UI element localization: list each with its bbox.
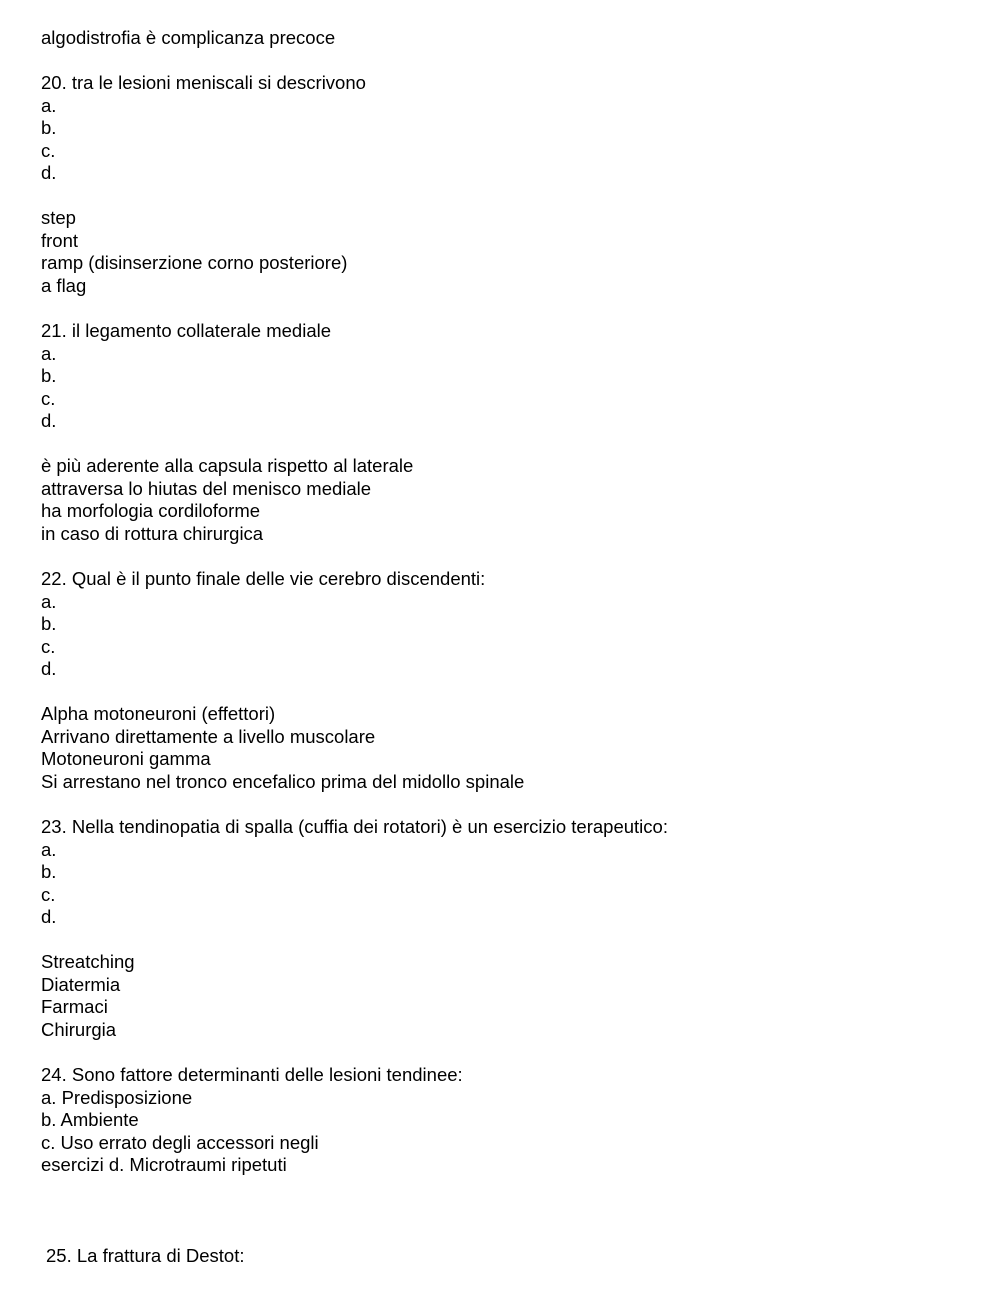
answers-23 <box>41 951 135 1041</box>
question-20 <box>41 72 366 185</box>
text-line: 24. Sono fattore determinanti delle lesioni tendinee: <box>41 1064 463 1085</box>
text-line: a. <box>41 590 57 612</box>
text-line: Alpha motoneuroni (effettori) <box>41 703 276 724</box>
text-line: b. <box>41 365 57 386</box>
answers-20 <box>41 207 347 297</box>
text-line: 20. tra le lesioni meniscali si descrivono <box>41 72 366 93</box>
text-line: d. <box>41 906 57 927</box>
text-line: c. Uso errato degli accessori negli <box>41 1131 319 1153</box>
question-24 <box>41 1064 463 1177</box>
text-line: c. <box>41 883 56 905</box>
text-line: in caso di rottura chirurgica <box>41 522 264 544</box>
text-block-intro <box>41 27 335 50</box>
text-line: ramp (disinserzione corno posteriore) <box>41 252 348 273</box>
text-line: Motoneuroni gamma <box>41 748 211 769</box>
text-line: c. <box>41 139 56 161</box>
text-line: c. <box>41 635 56 657</box>
text-line: Farmaci <box>41 996 108 1017</box>
text-line: Diatermia <box>41 973 121 995</box>
text-line: Arrivano direttamente a livello muscolare <box>41 725 376 747</box>
text-line: front <box>41 229 79 251</box>
text-line: a flag <box>41 274 87 296</box>
question-25 <box>46 1245 244 1268</box>
text-line: 21. il legamento collaterale mediale <box>41 320 332 341</box>
text-line: Streatching <box>41 951 135 972</box>
text-line: algodistrofia è complicanza precoce <box>41 27 336 48</box>
answers-21 <box>41 455 413 545</box>
text-line: Chirurgia <box>41 1018 117 1040</box>
answers-22 <box>41 703 524 793</box>
text-line: ha morfologia cordiloforme <box>41 500 261 521</box>
text-line: step <box>41 207 76 228</box>
text-line: è più aderente alla capsula rispetto al laterale <box>41 455 414 476</box>
text-line: d. <box>41 658 57 679</box>
text-line: attraversa lo hiutas del menisco mediale <box>41 477 372 499</box>
text-line: 25. La frattura di Destot: <box>46 1245 245 1266</box>
question-23 <box>41 816 668 929</box>
text-line: Si arrestano nel tronco encefalico prima del midollo spinale <box>41 770 525 792</box>
text-line: d. <box>41 410 57 431</box>
text-line: esercizi d. Microtraumi ripetuti <box>41 1154 287 1175</box>
text-line: c. <box>41 387 56 409</box>
text-line: 22. Qual è il punto finale delle vie cerebro discendenti: <box>41 568 486 589</box>
question-22 <box>41 568 485 681</box>
text-line: b. Ambiente <box>41 1109 139 1130</box>
text-line: a. Predisposizione <box>41 1086 193 1108</box>
text-line: b. <box>41 613 57 634</box>
text-line: a. <box>41 342 57 364</box>
question-21 <box>41 320 331 433</box>
text-line: 23. Nella tendinopatia di spalla (cuffia dei rotatori) è un esercizio terapeutico: <box>41 816 668 837</box>
text-line: d. <box>41 162 57 183</box>
text-line: b. <box>41 117 57 138</box>
text-line: a. <box>41 94 57 116</box>
text-line: b. <box>41 861 57 882</box>
text-line: a. <box>41 838 57 860</box>
